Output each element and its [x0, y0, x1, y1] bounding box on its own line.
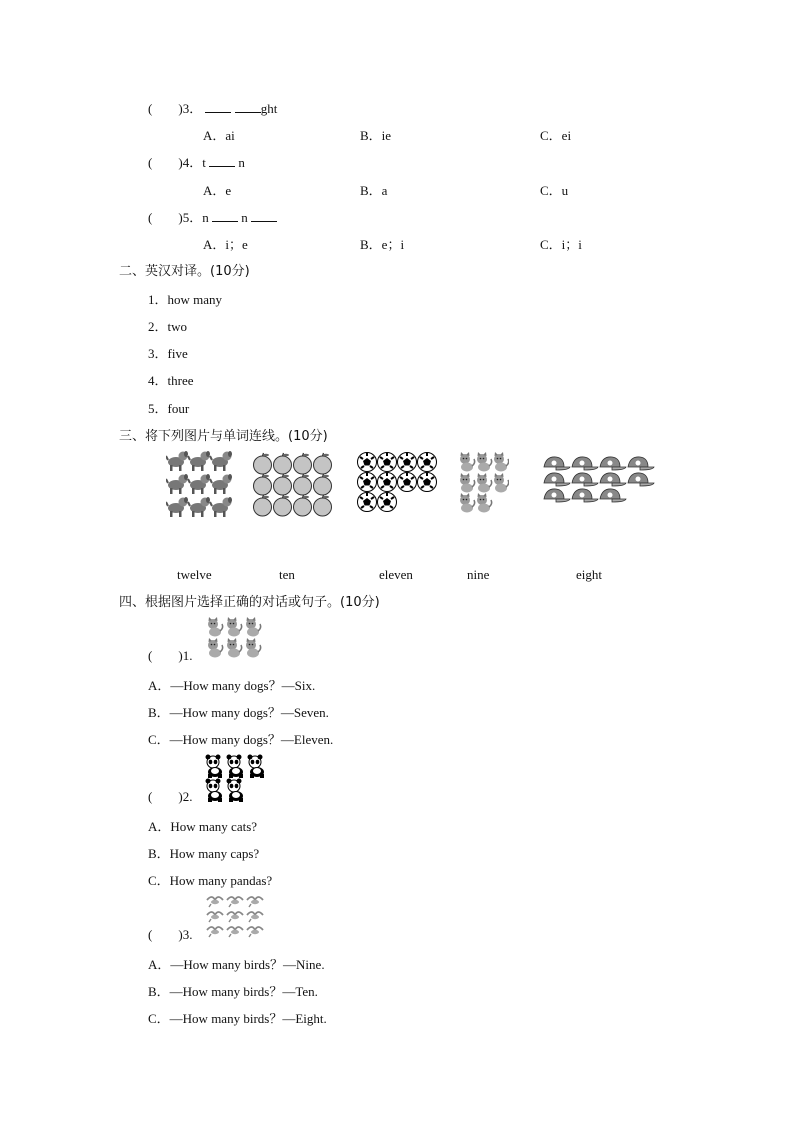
option-a[interactable]: A．—How many dogs？—Six.	[148, 678, 316, 693]
question-4	[148, 152, 245, 171]
question-1	[148, 648, 192, 664]
list-item: 5．four	[148, 401, 190, 416]
list-item: 4．three	[148, 373, 194, 388]
question-number: 3．	[182, 101, 203, 116]
word-fragment: ght	[260, 101, 278, 116]
option-a[interactable]: A．e	[203, 183, 232, 198]
question-number: 1.	[182, 648, 193, 663]
answer-blank[interactable]	[235, 102, 261, 113]
question-2	[148, 789, 192, 805]
option-a[interactable]: A．i；e	[203, 237, 248, 252]
dogs-picture[interactable]	[166, 450, 232, 518]
paren-open: (	[148, 927, 153, 942]
dog-icon	[166, 451, 232, 517]
answer-blank[interactable]	[205, 102, 231, 113]
question-3	[148, 927, 192, 943]
section-title-4: 四、根据图片选择正确的对话或句子。(10分)	[119, 595, 380, 610]
paren-close: )	[178, 789, 183, 804]
question-5	[148, 207, 277, 226]
word-option[interactable]: twelve	[177, 567, 212, 582]
paren-close: )	[178, 927, 183, 942]
paren-close: )	[178, 155, 183, 170]
option-b[interactable]: B．a	[360, 183, 388, 198]
option-a[interactable]: A．ai	[203, 128, 235, 143]
paren-close: )	[178, 648, 183, 663]
cats-picture[interactable]	[457, 452, 509, 514]
option-b[interactable]: B．How many caps?	[148, 846, 260, 861]
word-option[interactable]: ten	[279, 567, 295, 582]
soccer-balls-picture[interactable]	[357, 452, 439, 514]
paren-close: )	[178, 210, 183, 225]
option-c[interactable]: C．—How many dogs？—Eleven.	[148, 732, 334, 747]
paren-open: (	[148, 648, 153, 663]
option-c[interactable]: C．u	[540, 183, 569, 198]
option-c[interactable]: C．—How many birds？—Eight.	[148, 1011, 327, 1026]
option-b[interactable]: B．ie	[360, 128, 392, 143]
soccer-ball-icon	[358, 453, 437, 512]
question-number: 5．n	[182, 210, 209, 225]
question-number: 2.	[182, 789, 193, 804]
paren-open: (	[148, 210, 153, 225]
paren-open: (	[148, 155, 153, 170]
cat-icon	[208, 617, 261, 658]
question-3-picture	[205, 893, 265, 939]
section-title-3: 三、将下列图片与单词连线。(10分)	[119, 429, 328, 444]
word-option[interactable]: nine	[467, 567, 490, 582]
word-option[interactable]: eleven	[379, 567, 413, 582]
word-fragment: n	[241, 210, 248, 225]
answer-blank[interactable]	[212, 211, 238, 222]
option-b[interactable]: B．—How many birds？—Ten.	[148, 984, 318, 999]
panda-icon	[206, 755, 265, 803]
question-2-picture	[204, 754, 268, 804]
option-a[interactable]: A．—How many birds？—Nine.	[148, 957, 325, 972]
word-fragment: n	[238, 155, 245, 170]
question-1-picture	[205, 616, 263, 660]
list-item: 2．two	[148, 319, 188, 334]
option-a[interactable]: A．How many cats?	[148, 819, 258, 834]
apples-picture[interactable]	[253, 452, 333, 518]
answer-blank[interactable]	[251, 211, 277, 222]
bird-icon	[207, 897, 263, 937]
paren-open: (	[148, 789, 153, 804]
option-c[interactable]: C．How many pandas?	[148, 873, 273, 888]
answer-blank[interactable]	[209, 156, 235, 167]
list-item: 1．how many	[148, 292, 223, 307]
word-option[interactable]: eight	[576, 567, 602, 582]
list-item: 3．five	[148, 346, 188, 361]
paren-open: (	[148, 101, 153, 116]
caps-picture[interactable]	[542, 455, 658, 505]
cat-icon	[460, 452, 509, 513]
question-number: 4．t	[182, 155, 206, 170]
option-c[interactable]: C．i；i	[540, 237, 582, 252]
option-c[interactable]: C．ei	[540, 128, 572, 143]
question-number: 3.	[182, 927, 193, 942]
apple-icon	[254, 453, 332, 516]
cap-icon	[544, 457, 654, 502]
section-title-2: 二、英汉对译。(10分)	[119, 264, 250, 279]
option-b[interactable]: B．—How many dogs？—Seven.	[148, 705, 329, 720]
option-b[interactable]: B．e；i	[360, 237, 405, 252]
paren-close: )	[178, 101, 183, 116]
question-3	[148, 98, 277, 117]
